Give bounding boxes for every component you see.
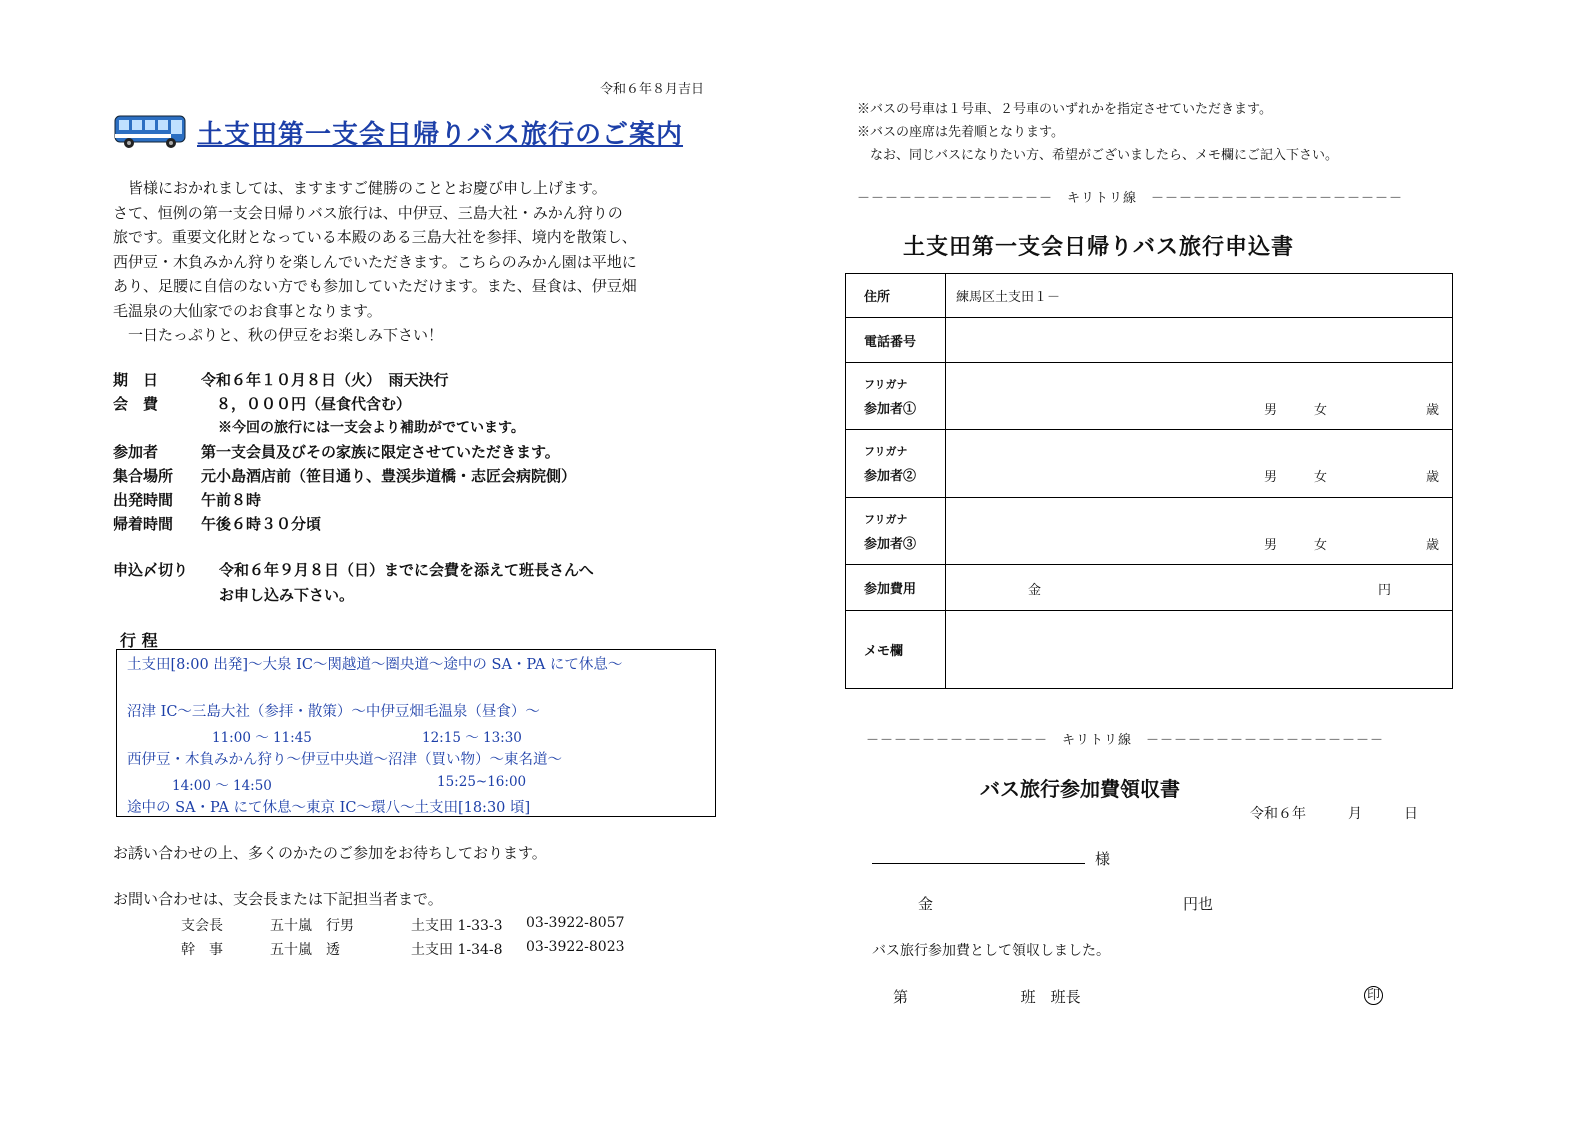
participant-number: 参加者③ bbox=[864, 536, 917, 552]
recipient-name-line[interactable] bbox=[872, 863, 1085, 864]
info-value: 第一支会員及びその家族に限定させていただきます。 bbox=[201, 443, 560, 461]
itinerary-time: 15:25~16:00 bbox=[437, 774, 527, 790]
participant-label bbox=[846, 498, 946, 565]
info-value: 元小島酒店前（笹目通り、豊渓歩道橋・志匠会病院側） bbox=[201, 467, 577, 485]
intro-line: 一日たっぷりと、秋の伊豆をお楽しみ下さい！ bbox=[113, 326, 444, 344]
phone-label: 電話番号 bbox=[846, 318, 946, 363]
contact-intro: お問い合わせは、支会長または下記担当者まで。 bbox=[113, 890, 443, 908]
itinerary-time: 14:00 ～ 14:50 bbox=[172, 778, 272, 794]
participant-field[interactable] bbox=[946, 430, 1453, 498]
subsidy-note: ※今回の旅行には一支会より補助がでています。 bbox=[218, 420, 525, 436]
honorific-sama: 様 bbox=[1095, 850, 1111, 868]
intro-line: 西伊豆・木負みかん狩りを楽しんでいただきます。こちらのみかん園は平地に bbox=[113, 252, 637, 271]
fee-field[interactable] bbox=[946, 565, 1453, 611]
itinerary-time: 11:00 ～ 11:45 bbox=[212, 730, 312, 746]
form-row-address bbox=[846, 274, 1453, 318]
male-option[interactable]: 男 bbox=[1264, 538, 1278, 553]
note-line: なお、同じバスになりたい方、希望がございましたら、メモ欄にご記入下さい。 bbox=[857, 148, 1339, 163]
contact-address: 土支田 1-33-3 bbox=[411, 918, 503, 934]
deadline-text: 令和６年９月８日（日）までに会費を添えて班長さんへ bbox=[219, 561, 594, 579]
deadline-text-cont: お申し込み下さい。 bbox=[219, 586, 355, 604]
contact-phone: 03-3922-8057 bbox=[526, 915, 625, 931]
form-row-fee bbox=[846, 565, 1453, 611]
info-label: 出発時間 bbox=[113, 491, 174, 509]
furigana-label: フリガナ bbox=[864, 377, 908, 391]
contact-name: 五十嵐 透 bbox=[270, 942, 340, 958]
note-line: ※バスの号車は１号車、２号車のいずれかを指定させていただきます。 bbox=[857, 102, 1272, 117]
deadline-label: 申込〆切り bbox=[113, 561, 189, 579]
female-option[interactable]: 女 bbox=[1314, 470, 1328, 485]
participant-field[interactable] bbox=[946, 363, 1453, 430]
intro-line: さて、恒例の第一支会日帰りバス旅行は、中伊豆、三島大社・みかん狩りの bbox=[113, 203, 623, 222]
female-option[interactable]: 女 bbox=[1314, 538, 1328, 553]
intro-line: 旅です。重要文化財となっている本殿のある三島大社を参拝、境内を散策し、 bbox=[113, 228, 637, 246]
received-text: バス旅行参加費として領収しました。 bbox=[872, 943, 1110, 959]
info-value: ８，０００円（昼食代含む） bbox=[201, 395, 412, 413]
furigana-label: フリガナ bbox=[864, 445, 908, 458]
info-label: 帰着時間 bbox=[113, 515, 174, 533]
info-row-return bbox=[113, 512, 576, 536]
itinerary-title: 行 程 bbox=[120, 631, 158, 650]
info-row-participants bbox=[113, 440, 576, 464]
group-leader-label: 班 班長 bbox=[1020, 988, 1081, 1006]
fee-label: 参加費用 bbox=[846, 565, 946, 611]
info-value: 午前８時 bbox=[201, 491, 262, 509]
phone-field[interactable] bbox=[946, 318, 1453, 363]
notice-date: 令和６年８月吉日 bbox=[600, 82, 705, 97]
cut-line: －－－－－－－－－－－－－ キリトリ線 －－－－－－－－－－－－－－－－－ bbox=[866, 733, 1385, 748]
notice-title: 土支田第一支会日帰りバス旅行のご案内 bbox=[197, 119, 684, 150]
info-row-date bbox=[113, 368, 576, 392]
info-label: 会 費 bbox=[113, 395, 159, 413]
application-form bbox=[845, 273, 1453, 689]
info-row-fee bbox=[113, 392, 576, 416]
info-row-departure bbox=[113, 488, 576, 512]
participant-label bbox=[846, 430, 946, 498]
deadline bbox=[113, 558, 594, 608]
info-label: 期 日 bbox=[113, 371, 159, 389]
address-field[interactable]: 練馬区土支田１－ bbox=[946, 274, 1453, 318]
itinerary-line: 沼津 IC～三島大社（参拝・散策）～中伊豆畑毛温泉（昼食）～ bbox=[127, 704, 540, 720]
contact-role: 幹 事 bbox=[181, 942, 223, 958]
participant-field[interactable] bbox=[946, 498, 1453, 565]
form-row-participant-3 bbox=[846, 498, 1453, 565]
male-option[interactable]: 男 bbox=[1264, 470, 1278, 485]
fee-kin: 金 bbox=[1028, 583, 1042, 598]
itinerary-box bbox=[116, 649, 716, 817]
age-label: 歳 bbox=[1426, 403, 1440, 418]
form-row-participant-2 bbox=[846, 430, 1453, 498]
intro-line: 毛温泉の大仙家でのお食事となります。 bbox=[113, 301, 382, 320]
contact-address: 土支田 1-34-8 bbox=[411, 942, 503, 958]
closing-text: お誘い合わせの上、多くのかたのご参加をお待ちしております。 bbox=[113, 844, 547, 862]
cut-line: －－－－－－－－－－－－－－ キリトリ線 －－－－－－－－－－－－－－－－－－ bbox=[857, 191, 1404, 206]
receipt-date: 令和６年 月 日 bbox=[1250, 806, 1418, 822]
bus-notes bbox=[857, 98, 1338, 167]
itinerary-line: 西伊豆・木負みかん狩り～伊豆中央道～沼津（買い物）～東名道～ bbox=[127, 752, 562, 768]
form-row-phone bbox=[846, 318, 1453, 363]
contact-role: 支会長 bbox=[181, 918, 223, 934]
address-label: 住所 bbox=[846, 274, 946, 318]
female-option[interactable]: 女 bbox=[1314, 403, 1328, 418]
info-label: 参加者 bbox=[113, 443, 159, 461]
info-value: 午後６時３０分頃 bbox=[201, 515, 322, 533]
furigana-label: フリガナ bbox=[864, 512, 908, 526]
contact-name: 五十嵐 行男 bbox=[270, 918, 354, 934]
info-value: 令和６年１０月８日（火） 雨天決行 bbox=[201, 371, 449, 389]
intro-line: 皆様におかれましては、ますますご健勝のこととお慶び申し上げます。 bbox=[113, 179, 607, 197]
age-label: 歳 bbox=[1426, 470, 1440, 485]
fee-yen: 円 bbox=[1378, 583, 1392, 598]
group-dai: 第 bbox=[893, 988, 909, 1006]
itinerary-time: 12:15 ～ 13:30 bbox=[422, 730, 522, 746]
trip-info bbox=[113, 368, 576, 536]
contact-phone: 03-3922-8023 bbox=[526, 939, 625, 955]
amount-enya: 円也 bbox=[1183, 895, 1214, 913]
application-title: 土支田第一支会日帰りバス旅行申込書 bbox=[903, 234, 1295, 260]
seal-stamp: 印 bbox=[1364, 986, 1383, 1005]
intro-text bbox=[113, 176, 637, 348]
age-label: 歳 bbox=[1426, 538, 1440, 553]
participant-number: 参加者② bbox=[864, 469, 917, 484]
receipt-title: バス旅行参加費領収書 bbox=[980, 777, 1180, 801]
form-row-memo bbox=[846, 611, 1453, 689]
itinerary-line: 途中の SA・PA にて休息～東京 IC～環八～土支田[18:30 頃] bbox=[127, 800, 531, 816]
note-line: ※バスの座席は先着順となります。 bbox=[857, 125, 1064, 140]
bus-icon bbox=[113, 113, 189, 151]
participant-label bbox=[846, 363, 946, 430]
intro-line: あり、足腰に自信のない方でも参加していただけます。また、昼食は、伊豆畑 bbox=[113, 277, 637, 295]
participant-number: 参加者① bbox=[864, 401, 917, 417]
info-label: 集合場所 bbox=[113, 467, 174, 485]
memo-label: メモ欄 bbox=[846, 611, 946, 689]
amount-kin: 金 bbox=[918, 895, 934, 913]
memo-field[interactable] bbox=[946, 611, 1453, 689]
info-row-meeting-place bbox=[113, 464, 576, 488]
notice-header bbox=[113, 113, 683, 151]
group-leader-row bbox=[893, 986, 1081, 1007]
itinerary-line: 土支田[8:00 出発]～大泉 IC～関越道～圏央道～途中の SA・PA にて休息～ bbox=[127, 657, 623, 673]
form-row-participant-1 bbox=[846, 363, 1453, 430]
male-option[interactable]: 男 bbox=[1264, 403, 1278, 418]
